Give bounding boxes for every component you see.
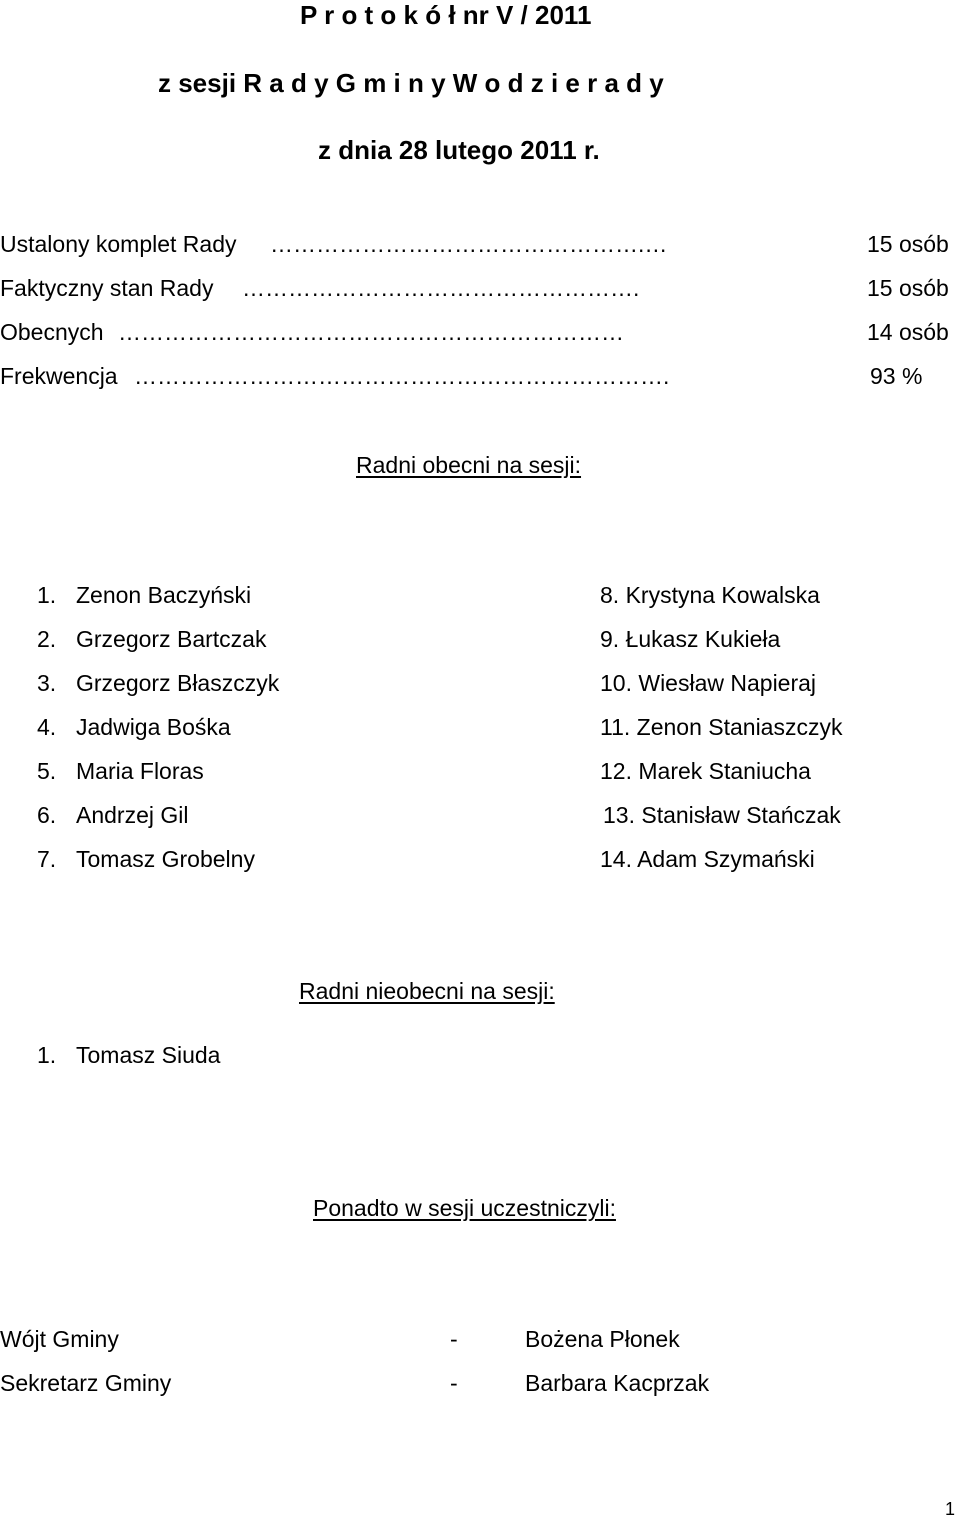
list-number: 1. (37, 1042, 57, 1068)
list-item: Maria Floras (76, 758, 204, 784)
stat-label: Faktyczny stan Rady (0, 275, 214, 301)
list-number: 7. (37, 846, 57, 872)
list-item: Grzegorz Błaszczyk (76, 670, 280, 696)
list-item: 12. Marek Staniucha (600, 758, 811, 784)
session-date: z dnia 28 lutego 2011 r. (318, 135, 600, 165)
absent-heading: Radni nieobecni na sesji: (299, 978, 555, 1004)
list-item: 13. Stanisław Stańczak (603, 802, 841, 828)
role-label: Wójt Gminy (0, 1326, 119, 1352)
present-heading: Radni obecni na sesji: (356, 452, 582, 478)
list-item: Andrzej Gil (76, 802, 189, 828)
stat-dots: ……………………………………………………………. (134, 363, 670, 389)
list-item: 8. Krystyna Kowalska (600, 582, 820, 608)
list-number: 6. (37, 802, 57, 828)
list-item: Zenon Baczyński (76, 582, 252, 608)
person-name: Barbara Kacprzak (525, 1370, 710, 1396)
page-number: 1 (945, 1499, 956, 1519)
stat-dots: ……………………………………………. (242, 275, 640, 301)
list-item: 11. Zenon Staniaszczyk (600, 714, 843, 740)
stat-value: 15 osób (867, 231, 949, 257)
list-number: 4. (37, 714, 57, 740)
list-item: Grzegorz Bartczak (76, 626, 267, 652)
role-label: Sekretarz Gminy (0, 1370, 172, 1396)
others-heading: Ponadto w sesji uczestniczyli: (313, 1195, 616, 1221)
dash: - (450, 1326, 458, 1352)
list-item: 9. Łukasz Kukieła (600, 626, 781, 652)
stat-label: Obecnych (0, 319, 104, 345)
list-number: 2. (37, 626, 57, 652)
session-title: z sesji R a d y G m i n y W o d z i e r a d y (158, 68, 664, 98)
list-item: 10. Wiesław Napieraj (600, 670, 817, 696)
protocol-title: P r o t o k ó ł nr V / 2011 (300, 0, 592, 30)
stat-value: 93 % (870, 363, 923, 389)
list-item: Jadwiga Bośka (76, 714, 231, 740)
list-item: 14. Adam Szymański (600, 846, 815, 872)
person-name: Bożena Płonek (525, 1326, 680, 1352)
list-item: Tomasz Siuda (76, 1042, 221, 1068)
stat-value: 15 osób (867, 275, 949, 301)
stat-value: 14 osób (867, 319, 949, 345)
list-item: Tomasz Grobelny (76, 846, 255, 872)
stat-dots: ………………………………………….… (270, 231, 668, 257)
list-number: 1. (37, 582, 57, 608)
stat-label: Frekwencja (0, 363, 118, 389)
stat-label: Ustalony komplet Rady (0, 231, 237, 257)
dash: - (450, 1370, 458, 1396)
list-number: 3. (37, 670, 57, 696)
list-number: 5. (37, 758, 57, 784)
stat-dots: ………………………………………………………… (118, 319, 624, 345)
